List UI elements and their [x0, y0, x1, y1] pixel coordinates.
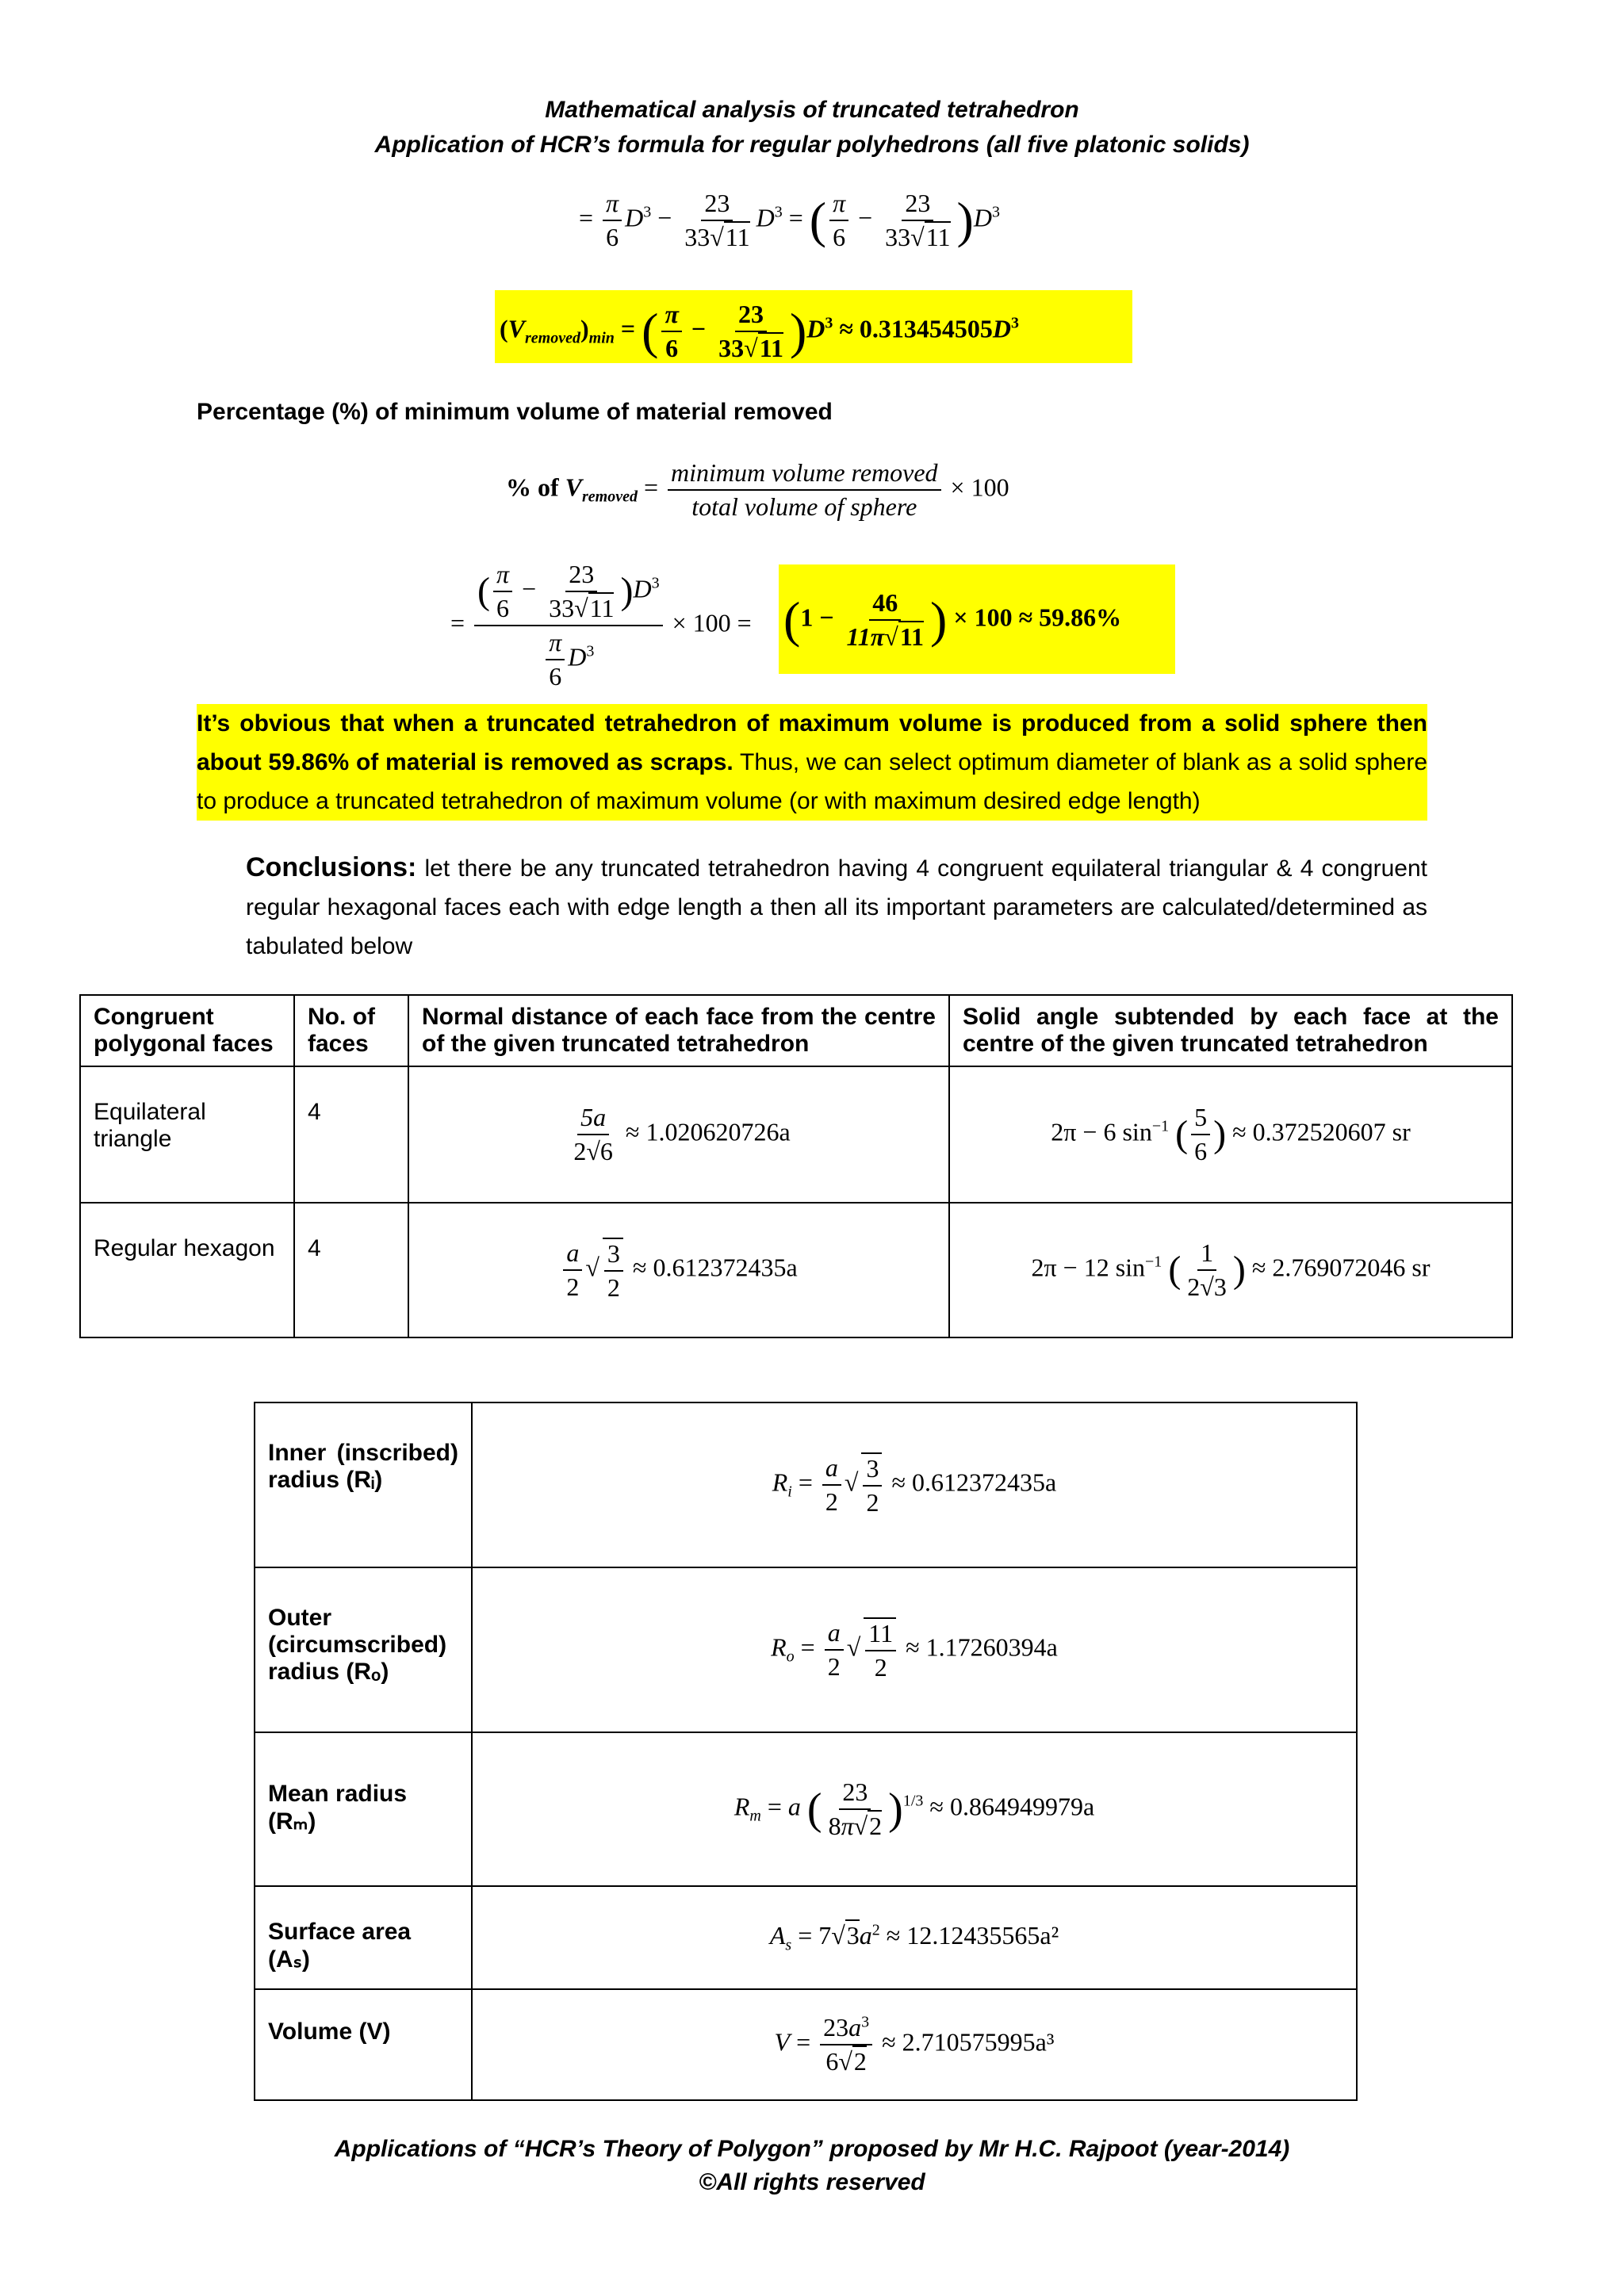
face-name: Regular hexagon [80, 1203, 294, 1337]
face-count: 4 [294, 1066, 408, 1203]
face-parameters-table [79, 994, 1513, 1338]
header-subtitle: Application of HCR’s formula for regular polyhedrons (all five platonic solids) [374, 132, 1250, 158]
table-row [80, 1203, 1512, 1337]
header-distance: Normal distance of each face from the centre of the given truncated tetrahedron [408, 995, 949, 1066]
distance-cell: $\frac{a}{2}$ √ $\frac{3}{2}$ ≈ 0.612372435a [408, 1203, 949, 1337]
param-label: Mean radius (Rₘ) [255, 1732, 472, 1886]
distance-cell: $\frac{5a}{2√6}$ ≈ 1.020620726a [408, 1066, 949, 1203]
param-label: Outer (circumscribed) radius (Rₒ) [255, 1567, 472, 1732]
param-formula: $R_o$ = $\frac{a}{2}$ √ $\frac{11}{2}$ ≈ 1.17260394a [472, 1567, 1357, 1732]
header-solid-angle: Solid angle subtended by each face at the centre of the given truncated tetrahedron [949, 995, 1512, 1066]
param-label: Volume (V) [255, 1989, 472, 2100]
face-name: Equilateral triangle [80, 1066, 294, 1203]
header-faces: Congruent polygonal faces [80, 995, 294, 1066]
header-title: Mathematical analysis of truncated tetrahedron [545, 97, 1079, 123]
solid-parameters-table [254, 1402, 1358, 2101]
table-row [255, 1567, 1357, 1732]
percent-definition: % of $V_{removed}$ = $\frac{\text{minimum volume removed}}{\text{total volume of sphere}}$ × 100 [506, 458, 1009, 521]
param-formula: $A_s = 7√3a^2 \approx 12.12435565a^2$ [472, 1886, 1357, 1989]
table-row [255, 1732, 1357, 1886]
footer-line1: Applications of “HCR’s Theory of Polygon” proposed by Mr H.C. Rajpoot (year-2014) [334, 2136, 1290, 2162]
table-row [255, 1402, 1357, 1567]
solid-angle-cell: 2π − 12 $\sin^{-1}$ ( $\frac{1}{2√3}$ ) ≈ 2.769072046 sr [949, 1203, 1512, 1337]
param-formula: V = $\frac{23a^3}{6√2}$ ≈ 2.710575995a³ [472, 1989, 1357, 2100]
header-count: No. of faces [294, 995, 408, 1066]
table-row [255, 1989, 1357, 2100]
percentage-heading: Percentage (%) of minimum volume of material removed [197, 399, 833, 425]
param-formula: $R_m = a$ ( $\frac{23}{8\pi√2}$ )$^{1/3}$ ≈ 0.864949979a [472, 1732, 1357, 1886]
face-count: 4 [294, 1203, 408, 1337]
param-label: Surface area (Aₛ) [255, 1886, 472, 1989]
param-label: Inner (inscribed) radius (Rᵢ) [255, 1402, 472, 1567]
conclusions-paragraph: Conclusions: let there be any truncated tetrahedron having 4 congruent equilateral triangular & 4 congruent regular hexagonal faces each with edge length a then all its important parameters are calculated/determined as tabulated below [246, 852, 1427, 959]
param-formula: $R_i$ = $\frac{a}{2}$ √ $\frac{3}{2}$ ≈ 0.612372435a [472, 1402, 1357, 1567]
obvious-paragraph: It’s obvious that when a truncated tetrahedron of maximum volume is produced from a solid sphere then about 59.86% of material is removed as scraps. Thus, we can select optimum diameter of blank as a solid sphere to produce a truncated tetrahedron of maximum volume (or with maximum desired edge length) [197, 704, 1427, 821]
percent-calculation: = ( $\frac{\pi}{6}$ − $\frac{23}{33√11}$ )$D^3$ $\frac{\pi}{6}$ $D^3$ × 100 = [450, 560, 752, 691]
percent-result: (1 − $\frac{46}{11\pi√11}$ ) × 100 ≈ 59.86% [779, 564, 1175, 674]
vmin-equation: $(V_{removed})_{min}$ = ( $\frac{\pi}{6}$ − $\frac{23}{33√11}$ )$D^3 \approx 0.313454505D^3$ [495, 290, 1132, 363]
volume-equation: = $\frac{\pi}{6}$ $D^3$ − $\frac{23}{33√11}$ $D^3$ = ( $\frac{\pi}{6}$ − $\frac{23}{33√11}$ )$D^3$ [579, 189, 1000, 251]
footer-line2: ©All rights reserved [699, 2169, 925, 2195]
table-row [255, 1886, 1357, 1989]
solid-angle-cell: 2π − 6 $\sin^{-1}$ ( $\frac{5}{6}$ ) ≈ 0.372520607 sr [949, 1066, 1512, 1203]
table-row [80, 1066, 1512, 1203]
